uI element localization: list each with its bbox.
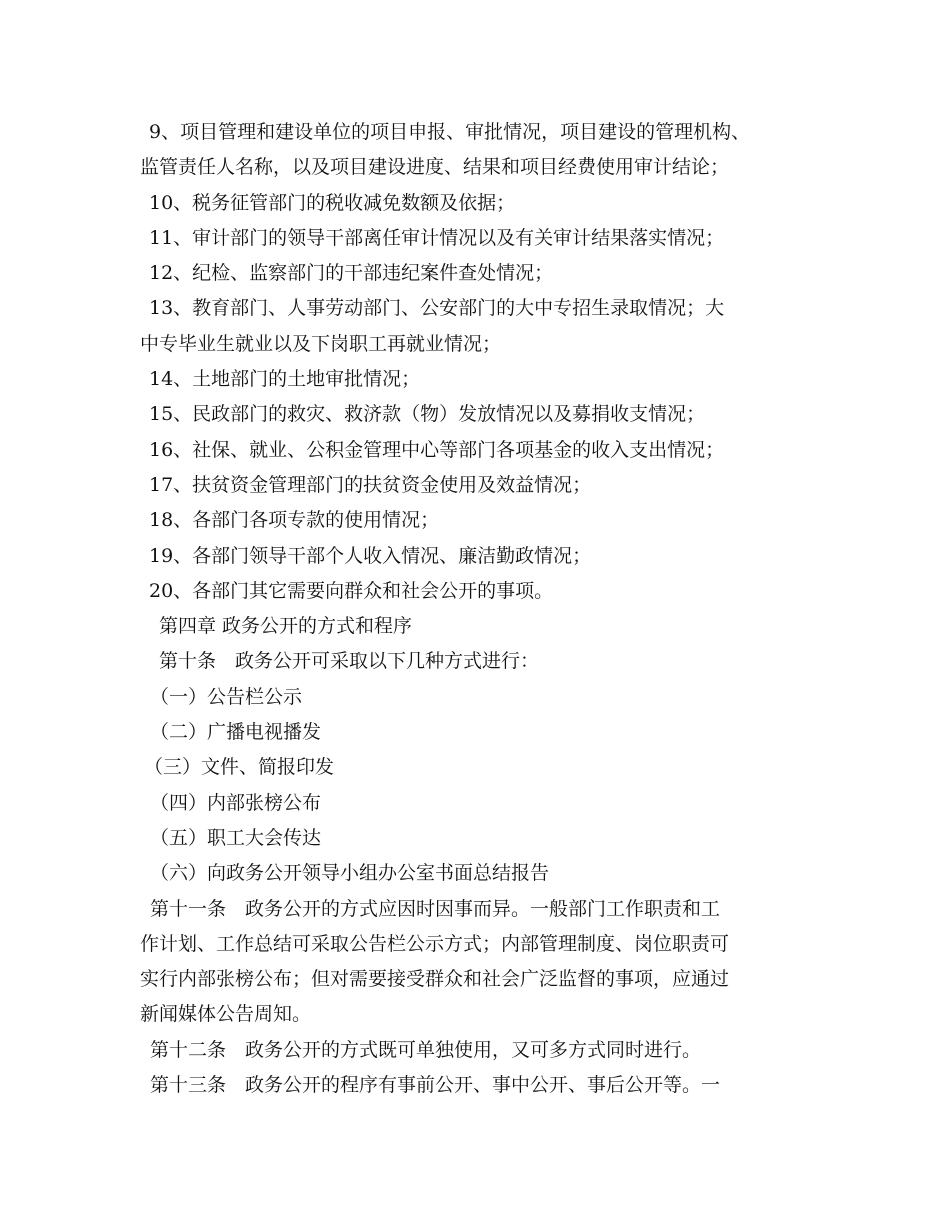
list-item: （四）内部张榜公布: [150, 791, 322, 814]
list-item: （六）向政务公开领导小组办公室书面总结报告: [150, 862, 550, 885]
paragraph-line: 20、各部门其它需要向群众和社会公开的事项。: [149, 579, 554, 602]
list-item: （三）文件、简报印发: [144, 756, 335, 779]
document-body: [140, 115, 830, 1103]
paragraph-line: 9、项目管理和建设单位的项目申报、审批情况，项目建设的管理机构、: [149, 121, 751, 143]
article-line: 第十二条 政务公开的方式既可单独使用，又可多方式同时进行。: [150, 1038, 702, 1061]
paragraph-line: 中专毕业生就业以及下岗职工再就业情况；: [140, 332, 502, 355]
paragraph-line: 19、各部门领导干部个人收入情况、廉洁勤政情况；: [149, 544, 592, 567]
paragraph-line: 10、税务征管部门的税收减免数额及依据；: [149, 191, 516, 214]
paragraph-line: 新闻媒体公告周知。: [140, 1003, 312, 1026]
article-line: 第十三条 政务公开的程序有事前公开、事中公开、事后公开等。一: [150, 1074, 721, 1097]
paragraph-line: 11、审计部门的领导干部离任审计情况以及有关审计结果落实情况；: [149, 226, 725, 249]
paragraph-line: 17、扶贫资金管理部门的扶贫资金使用及效益情况；: [149, 473, 592, 496]
article-line: 第十条 政务公开可采取以下几种方式进行：: [159, 650, 540, 673]
paragraph-line: 监管责任人名称，以及项目建设进度、结果和项目经费使用审计结论；: [140, 156, 730, 179]
paragraph-line: 15、民政部门的救灾、救济款（物）发放情况以及募捐收支情况；: [149, 403, 706, 426]
list-item: （二）广播电视播发: [150, 721, 322, 744]
paragraph-line: 13、教育部门、人事劳动部门、公安部门的大中专招生录取情况；大: [149, 297, 725, 320]
list-item: （一）公告栏公示: [150, 685, 303, 708]
paragraph-line: 16、社保、就业、公积金管理中心等部门各项基金的收入支出情况；: [149, 438, 725, 461]
paragraph-line: 12、纪检、监察部门的干部违纪案件查处情况；: [149, 262, 554, 285]
list-item: （五）职工大会传达: [150, 826, 322, 849]
chapter-heading: 第四章 政务公开的方式和程序: [159, 615, 413, 638]
paragraph-line: 14、土地部门的土地审批情况；: [149, 368, 421, 391]
paragraph-line: 实行内部张榜公布；但对需要接受群众和社会广泛监督的事项，应通过: [140, 968, 730, 991]
paragraph-line: 作计划、工作总结可采取公告栏公示方式；内部管理制度、岗位职责可: [140, 932, 730, 955]
paragraph-line: 18、各部门各项专款的使用情况；: [149, 509, 440, 532]
article-line: 第十一条 政务公开的方式应因时因事而异。一般部门工作职责和工: [150, 897, 721, 920]
